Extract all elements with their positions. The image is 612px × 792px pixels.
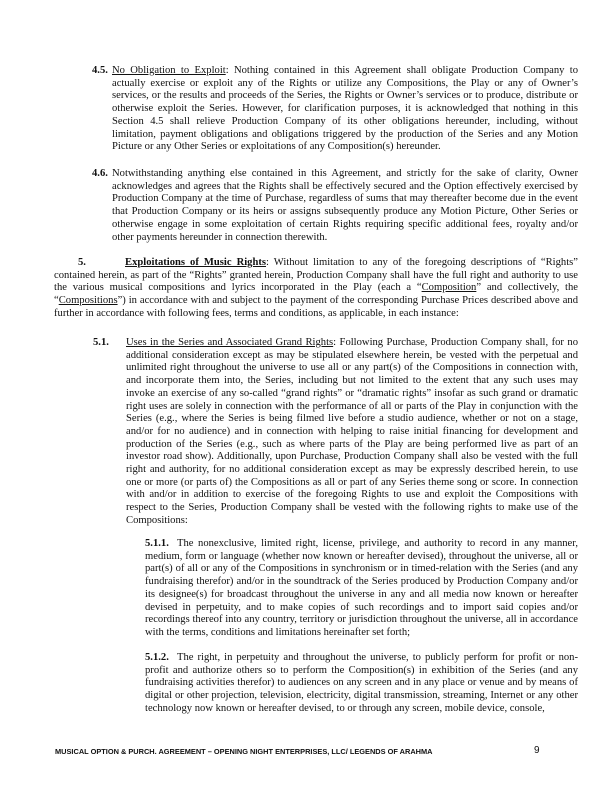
section-text: : Without limitation to any of the foregoing descriptions of “Rights” contained herein, as part of the “Rights” granted herein, Production Company shall have the full right and authority to use the various musical compositions and lyrics incorporated in the Play (each a “ (54, 257, 578, 294)
section-5-1-1 (145, 538, 578, 640)
section-text: The nonexclusive, limited right, license, privilege, and authority to record in any manner, medium, form or language (whether now known or hereafter devised), throughout the universe, all or part(s) of all or any of the Compositions in synchronism or in timed-relation with the Series (and any fundraising therefor) and/or in the soundtrack of the Series produced by Production Company and/or its designee(s) for broadcast throughout the universe in any and all media now known or hereafter devised in perpetuity, and to make copies of such recordings and to import said copies and/or recordings thereof into any country, territory or jurisdiction throughout the universe, all in accordance with the terms, conditions and limitations hereinafter set forth; (145, 538, 578, 638)
section-5 (54, 257, 578, 321)
section-heading: No Obligation to Exploit (112, 65, 226, 76)
section-heading: Exploitations of Music Rights (125, 257, 267, 268)
section-number: 5.1. (93, 337, 109, 348)
section-number: 4.6. (92, 168, 108, 179)
section-5-1 (93, 337, 578, 528)
section-number: 5. (78, 257, 86, 268)
defined-term-compositions: Compositions (58, 295, 118, 307)
section-text: ” and collectively, the “ (54, 282, 579, 307)
page-number: 9 (534, 745, 540, 756)
defined-term-composition: Composition (421, 282, 477, 294)
section-5-1-2 (145, 652, 578, 716)
section-4-6 (92, 168, 578, 244)
section-number: 5.1.2. (145, 652, 169, 663)
section-text: : Nothing contained in this Agreement shall obligate Production Company to actually exercise or exploit any of the Rights or utilize any Compositions, the Play or any of Owner’s services, or the results and proceeds of the Series, the Rights or Owner’s services or to produce, distribute or otherwise exploit the Series. However, for clarification purposes, it is acknowledged that nothing in this Section 4.5 shall relieve Production Company of its other obligations hereunder, including, without limitation, payment obligations and obligations triggered by the production of the Series and any Motion Picture or any Other Series or exploitations of any Composition(s) hereunder. (112, 65, 578, 153)
section-text: ”) in accordance with and subject to the payment of the corresponding Purchase Prices described above and further in accordance with following fees, terms and conditions, as applicable, in each instance: (54, 295, 578, 319)
section-4-5 (92, 65, 578, 154)
section-text: : Following Purchase, Production Company shall, for no additional consideration except as may be stipulated elsewhere herein, be vested with the perpetual and unlimited right throughout the universe to use all or any part(s) of the Compositions in connection with, and incorporate them into, the Series, including but not limited to the extent that any such uses may invoke an exercise of any so-called “grand rights” or “dramatic rights” insofar as such grand or dramatic right uses are solely in connection with the performance of all or parts of the Play in conjunction with the Series (e.g., where the Series is being filmed live before a studio audience, whether or not on a stage, and/or for no audience) and in connection with helping to raise initial financing for development and production of the Series (e.g., such as where parts of the Play are being performed live as part of an investor road show). Additionally, upon Purchase, Production Company shall also be vested with the full right and authority, for no additional consideration except as may be expressly described herein, to use one or more (or parts of) the Compositions as all or part of any Series theme song or score. In connection with and/or in addition to exercise of the foregoing Rights to use and exploit the Compositions with respect to the Series, Production Company shall be vested with the following rights to make use of the Compositions: (126, 337, 578, 526)
section-text: The right, in perpetuity and throughout the universe, to publicly perform for profit or non-profit and authorize others so to perform the Composition(s) in exhibition of the Series (and any fundraising activities therefor) to audiences on any screen and in any place or venue and by means of digital or other projection, television, electricity, digital transmission, streaming, Internet or any other technology now known or hereafter devised, to or through any screen, mobile device, console, (145, 652, 578, 714)
section-number: 4.5. (92, 65, 108, 76)
section-text: Notwithstanding anything else contained in this Agreement, and strictly for the sake of clarity, Owner acknowledges and agrees that the Rights shall be effectively secured and the Option effectively exercised by Production Company at the time of Purchase, regardless of sums that may thereafter become due in the event that Production Company or its heirs or assigns subsequently produce any Motion Picture, Other Series or otherwise engage in some exploitation of certain Rights requiring specific additional fees, royalty and/or other payments hereunder in connection therewith. (112, 168, 578, 243)
section-heading: Uses in the Series and Associated Grand Rights (126, 337, 334, 348)
section-number: 5.1.1. (145, 538, 169, 549)
footer-title: MUSICAL OPTION & PURCH. AGREEMENT – OPENING NIGHT ENTERPRISES, LLC/ LEGENDS OF ARAHMA (55, 747, 433, 756)
